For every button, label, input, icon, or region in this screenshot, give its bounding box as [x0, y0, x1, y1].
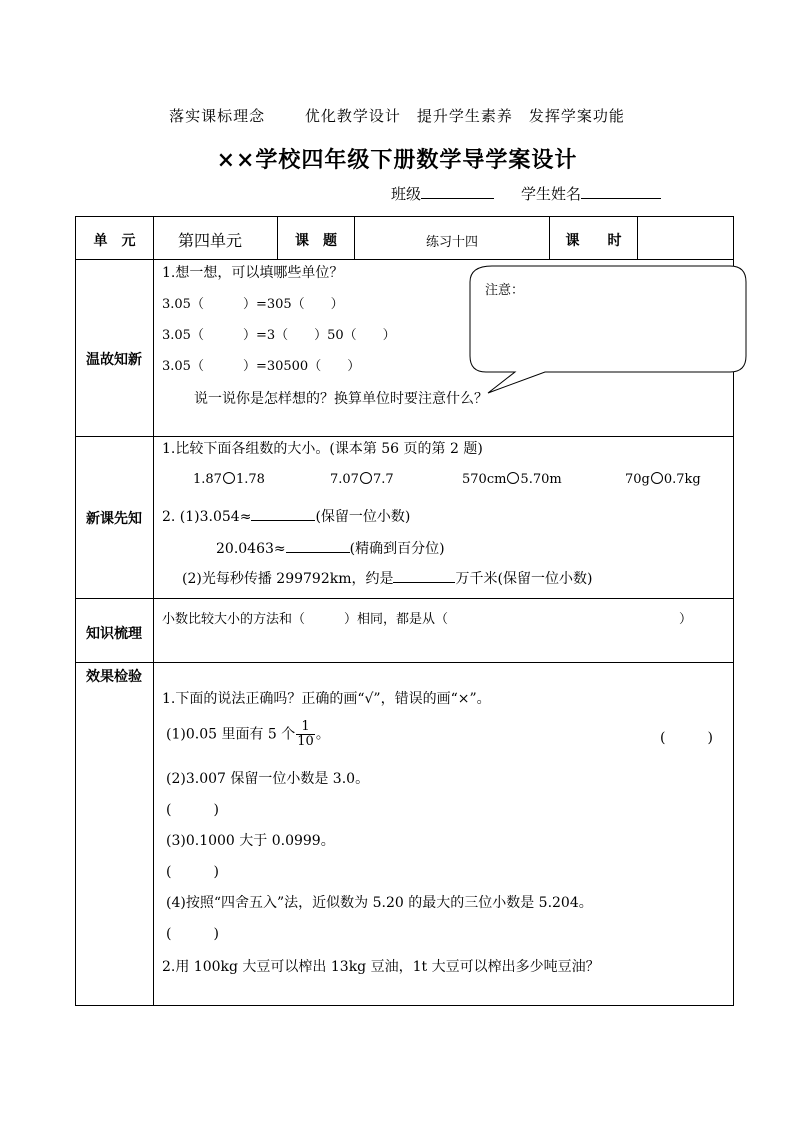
- preview-question-1: 1.比较下面各组数的大小。(课本第 56 页的第 2 题): [162, 441, 483, 457]
- preview-question-2b: 20.0463≈ (精确到百分位): [216, 538, 445, 558]
- answer-paren[interactable]: ( ): [166, 926, 219, 942]
- period-label: 课 时: [565, 233, 622, 249]
- unit-value: 第四单元: [178, 231, 243, 250]
- answer-paren[interactable]: ( ): [166, 802, 219, 818]
- summary-label: 知识梳理: [86, 626, 142, 642]
- topic-label: 课 题: [295, 233, 337, 249]
- topic-value: 练习十四: [425, 235, 478, 250]
- compare-item-2: 7.07 7.7: [330, 472, 394, 487]
- check-label: 效果检验: [86, 669, 142, 685]
- answer-blank[interactable]: [251, 506, 315, 521]
- student-name-label: 学生姓名: [521, 185, 582, 203]
- review-line-1: 3.05（ ）=305（ ）: [162, 297, 344, 312]
- class-label: 班级: [391, 185, 422, 203]
- answer-blank[interactable]: [286, 538, 350, 553]
- compare-circle[interactable]: [223, 472, 235, 484]
- statement-4: (4)按照“四舍五入”法，近似数为 5.20 的最大的三位小数是 5.204。: [166, 895, 593, 911]
- compare-item-1: 1.87 1.78: [193, 472, 265, 487]
- callout-note: 注意：: [485, 283, 525, 298]
- review-label: 温故知新: [86, 352, 142, 368]
- check-question-2: 2.用 100kg 大豆可以榨出 13kg 豆油，1t 大豆可以榨出多少吨豆油？: [162, 959, 600, 975]
- check-question-1: 1.下面的说法正确吗？正确的画“√”，错误的画“×”。: [162, 691, 491, 707]
- review-line-2: 3.05（ ）=3（ ）50（ ）: [162, 328, 396, 343]
- compare-circle[interactable]: [360, 472, 372, 484]
- statement-1: (1)0.05 里面有 5 个 $\frac{1}{10}$ 。: [166, 719, 330, 749]
- review-line-3: 3.05（ ）=30500（ ）: [162, 359, 361, 374]
- statement-2: (2)3.007 保留一位小数是 3.0。: [166, 771, 370, 787]
- summary-text: 小数比较大小的方法和（ ）相同，都是从（: [162, 612, 449, 627]
- fraction-one-tenth: $\frac{1}{10}$: [297, 719, 314, 749]
- compare-item-4: 70g 0.7kg: [625, 472, 701, 487]
- review-question-1: 1.想一想，可以填哪些单位？: [162, 265, 344, 281]
- unit-label: 单 元: [93, 233, 136, 249]
- compare-circle[interactable]: [507, 472, 519, 484]
- motto: 落实课标理念 优化教学设计 提升学生素养 发挥学案功能: [169, 107, 625, 125]
- compare-circle[interactable]: [651, 472, 663, 484]
- answer-paren[interactable]: ( ): [166, 864, 219, 880]
- preview-question-2a: 2. (1)3.054≈ (保留一位小数): [162, 506, 410, 526]
- preview-question-2c: (2)光每秒传播 299792km，约是 万千米(保留一位小数): [182, 568, 592, 588]
- answer-blank[interactable]: [393, 568, 455, 583]
- preview-label: 新课先知: [86, 511, 142, 527]
- review-prompt: 说一说你是怎样想的？换算单位时要注意什么？: [194, 391, 488, 407]
- page-title: ××学校四年级下册数学导学案设计: [216, 147, 578, 173]
- answer-paren[interactable]: ( ): [660, 730, 713, 746]
- statement-3: (3)0.1000 大于 0.0999。: [166, 833, 335, 849]
- summary-paren-close: ）: [679, 612, 693, 627]
- compare-item-3: 570cm 5.70m: [462, 472, 562, 487]
